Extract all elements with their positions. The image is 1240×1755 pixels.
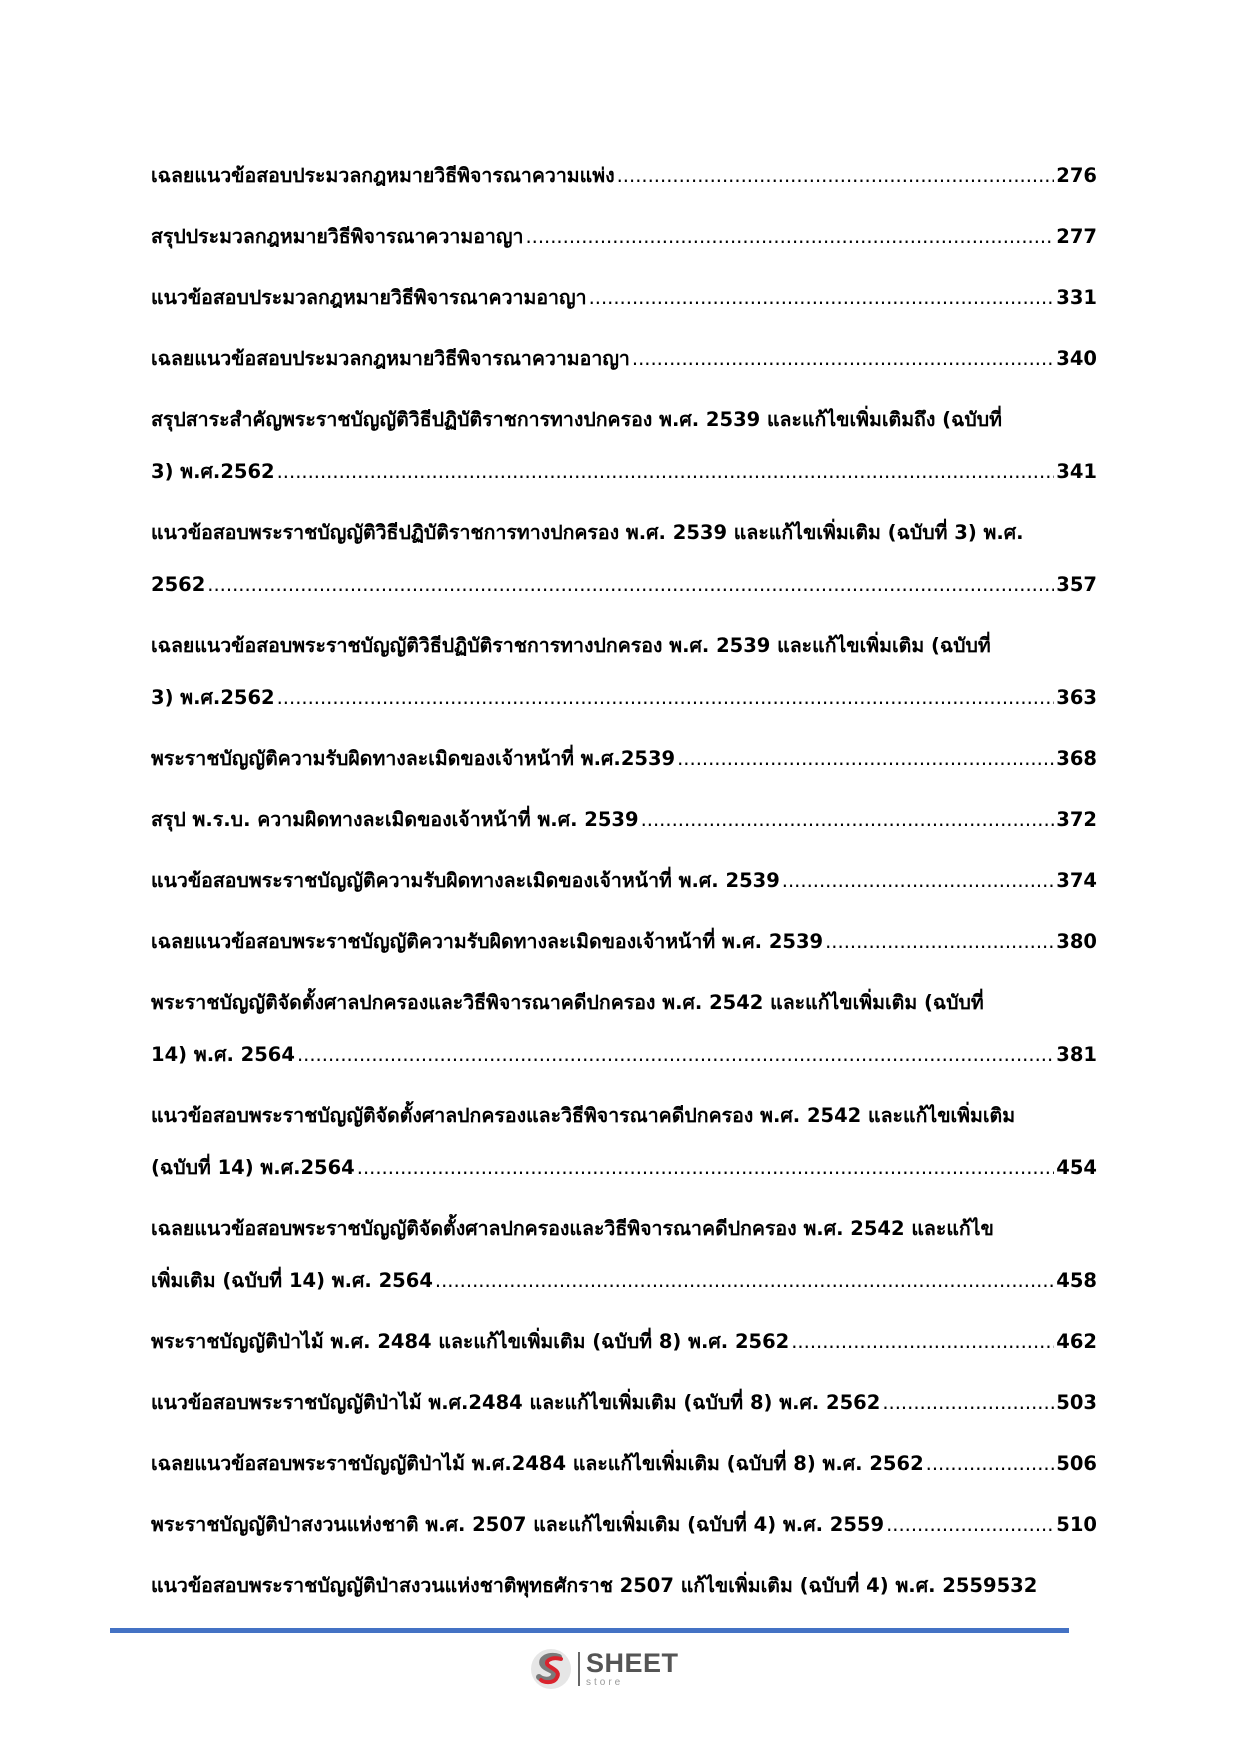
toc-entry-title-line: 14) พ.ศ. 2564 [151,1043,295,1066]
toc-entry[interactable] [151,1203,1097,1307]
toc-leader-dots [882,1377,1054,1429]
toc-entry[interactable] [151,1377,1097,1429]
toc-page-number: 503 [1056,1391,1097,1414]
toc-page-number: 340 [1056,347,1097,370]
toc-page-number: 454 [1056,1156,1097,1179]
toc-entry[interactable] [151,733,1097,785]
toc-entry-title-line: แนวข้อสอบพระราชบัญญัติป่าไม้ พ.ศ.2484 และแก้ไขเพิ่มเติม (ฉบับที่ 8) พ.ศ. 2562 [151,1391,881,1414]
toc-page-number: 458 [1056,1269,1097,1292]
toc-page-number: 372 [1056,808,1097,831]
toc-entry[interactable] [151,916,1097,968]
toc-entry[interactable] [151,1560,1097,1612]
toc-leader-dots [886,1499,1054,1551]
toc-leader-dots [357,1142,1055,1194]
toc-leader-dots [207,559,1054,611]
toc-page-number: 506 [1056,1452,1097,1475]
toc-entry[interactable] [151,1499,1097,1551]
sheet-store-logo [529,1646,679,1692]
toc-leader-dots [782,855,1055,907]
toc-page-number: 276 [1056,164,1097,187]
s-logo-icon [529,1647,573,1691]
toc-page-number: 368 [1056,747,1097,770]
toc-entry-title-line: สรุปสาระสำคัญพระราชบัญญัติวิธีปฏิบัติราชการทางปกครอง พ.ศ. 2539 และแก้ไขเพิ่มเติมถึง (ฉบับที่ [151,408,1002,431]
toc-page-number: 363 [1056,686,1097,709]
toc-page-number: 277 [1056,225,1097,248]
toc-entry[interactable] [151,977,1097,1081]
table-of-contents [151,150,1097,1621]
toc-entry[interactable] [151,394,1097,498]
toc-entry-title-line: เพิ่มเติม (ฉบับที่ 14) พ.ศ. 2564 [151,1269,433,1292]
toc-leader-dots [277,672,1055,724]
toc-leader-dots [926,1438,1055,1490]
toc-page-number: 341 [1056,460,1097,483]
toc-entry-title-line: แนวข้อสอบพระราชบัญญัติจัดตั้งศาลปกครองและวิธีพิจารณาคดีปกครอง พ.ศ. 2542 และแก้ไขเพิ่มเติม [151,1104,1016,1127]
toc-leader-dots [589,272,1055,324]
toc-entry-title-line: เฉลยแนวข้อสอบพระราชบัญญัติป่าไม้ พ.ศ.2484 และแก้ไขเพิ่มเติม (ฉบับที่ 8) พ.ศ. 2562 [151,1452,924,1475]
toc-leader-dots [791,1316,1054,1368]
toc-entry-title-line: เฉลยแนวข้อสอบประมวลกฎหมายวิธีพิจารณาความแพ่ง [151,164,615,187]
toc-entry-title-line: สรุป พ.ร.บ. ความผิดทางละเมิดของเจ้าหน้าที่ พ.ศ. 2539 [151,808,639,831]
toc-entry[interactable] [151,620,1097,724]
toc-leader-dots [677,733,1054,785]
toc-leader-dots [277,446,1055,498]
toc-entry-title-line: เฉลยแนวข้อสอบพระราชบัญญัติจัดตั้งศาลปกครองและวิธีพิจารณาคดีปกครอง พ.ศ. 2542 และแก้ไข [151,1217,994,1240]
toc-entry-title-line: แนวข้อสอบพระราชบัญญัติวิธีปฏิบัติราชการทางปกครอง พ.ศ. 2539 และแก้ไขเพิ่มเติม (ฉบับที่ 3) พ.ศ. [151,521,1024,544]
toc-entry-title-line: (ฉบับที่ 14) พ.ศ.2564 [151,1156,355,1179]
toc-leader-dots [641,794,1055,846]
toc-entry[interactable] [151,211,1097,263]
logo-separator [578,1652,580,1686]
toc-entry[interactable] [151,1316,1097,1368]
logo-word: SHEET [586,1648,679,1678]
toc-leader-dots [297,1029,1054,1081]
toc-entry-title-line: 2562 [151,573,206,596]
toc-page-number: 331 [1056,286,1097,309]
toc-entry-title-line: 3) พ.ศ.2562 [151,460,275,483]
toc-entry-title-line: พระราชบัญญัติป่าสงวนแห่งชาติ พ.ศ. 2507 และแก้ไขเพิ่มเติม (ฉบับที่ 4) พ.ศ. 2559 [151,1513,885,1536]
toc-leader-dots [617,150,1055,202]
toc-entry[interactable] [151,150,1097,202]
toc-entry-title-line: แนวข้อสอบพระราชบัญญัติความรับผิดทางละเมิดของเจ้าหน้าที่ พ.ศ. 2539 [151,869,780,892]
toc-entry[interactable] [151,333,1097,385]
toc-entry[interactable] [151,794,1097,846]
toc-entry[interactable] [151,1090,1097,1194]
toc-entry-title-line: แนวข้อสอบพระราชบัญญัติป่าสงวนแห่งชาติพุทธศักราช 2507 แก้ไขเพิ่มเติม (ฉบับที่ 4) พ.ศ. 2559532 [151,1574,1038,1597]
toc-leader-dots [825,916,1054,968]
toc-leader-dots [632,333,1054,385]
toc-entry-title-line: เฉลยแนวข้อสอบพระราชบัญญัติความรับผิดทางละเมิดของเจ้าหน้าที่ พ.ศ. 2539 [151,930,824,953]
toc-page-number: 357 [1056,573,1097,596]
toc-page-number: 462 [1056,1330,1097,1353]
toc-entry-title-line: พระราชบัญญัติความรับผิดทางละเมิดของเจ้าหน้าที่ พ.ศ.2539 [151,747,676,770]
logo-subword: store [586,1677,624,1688]
toc-page-number: 380 [1056,930,1097,953]
toc-entry[interactable] [151,855,1097,907]
toc-page-number: 374 [1056,869,1097,892]
toc-leader-dots [435,1255,1054,1307]
toc-entry-title-line: 3) พ.ศ.2562 [151,686,275,709]
toc-page-number: 510 [1056,1513,1097,1536]
toc-entry-title-line: เฉลยแนวข้อสอบประมวลกฎหมายวิธีพิจารณาความอาญา [151,347,630,370]
toc-entry-title-line: เฉลยแนวข้อสอบพระราชบัญญัติวิธีปฏิบัติราชการทางปกครอง พ.ศ. 2539 และแก้ไขเพิ่มเติม (ฉบับที่ [151,634,991,657]
toc-entry-title-line: สรุปประมวลกฎหมายวิธีพิจารณาความอาญา [151,225,524,248]
footer-rule [110,1628,1069,1633]
toc-entry-title-line: พระราชบัญญัติป่าไม้ พ.ศ. 2484 และแก้ไขเพิ่มเติม (ฉบับที่ 8) พ.ศ. 2562 [151,1330,790,1353]
toc-entry[interactable] [151,1438,1097,1490]
toc-leader-dots [525,211,1054,263]
toc-entry[interactable] [151,507,1097,611]
toc-entry-title-line: แนวข้อสอบประมวลกฎหมายวิธีพิจารณาความอาญา [151,286,587,309]
toc-page-number: 381 [1056,1043,1097,1066]
toc-entry[interactable] [151,272,1097,324]
toc-entry-title-line: พระราชบัญญัติจัดตั้งศาลปกครองและวิธีพิจารณาคดีปกครอง พ.ศ. 2542 และแก้ไขเพิ่มเติม (ฉบับที่ [151,991,984,1014]
